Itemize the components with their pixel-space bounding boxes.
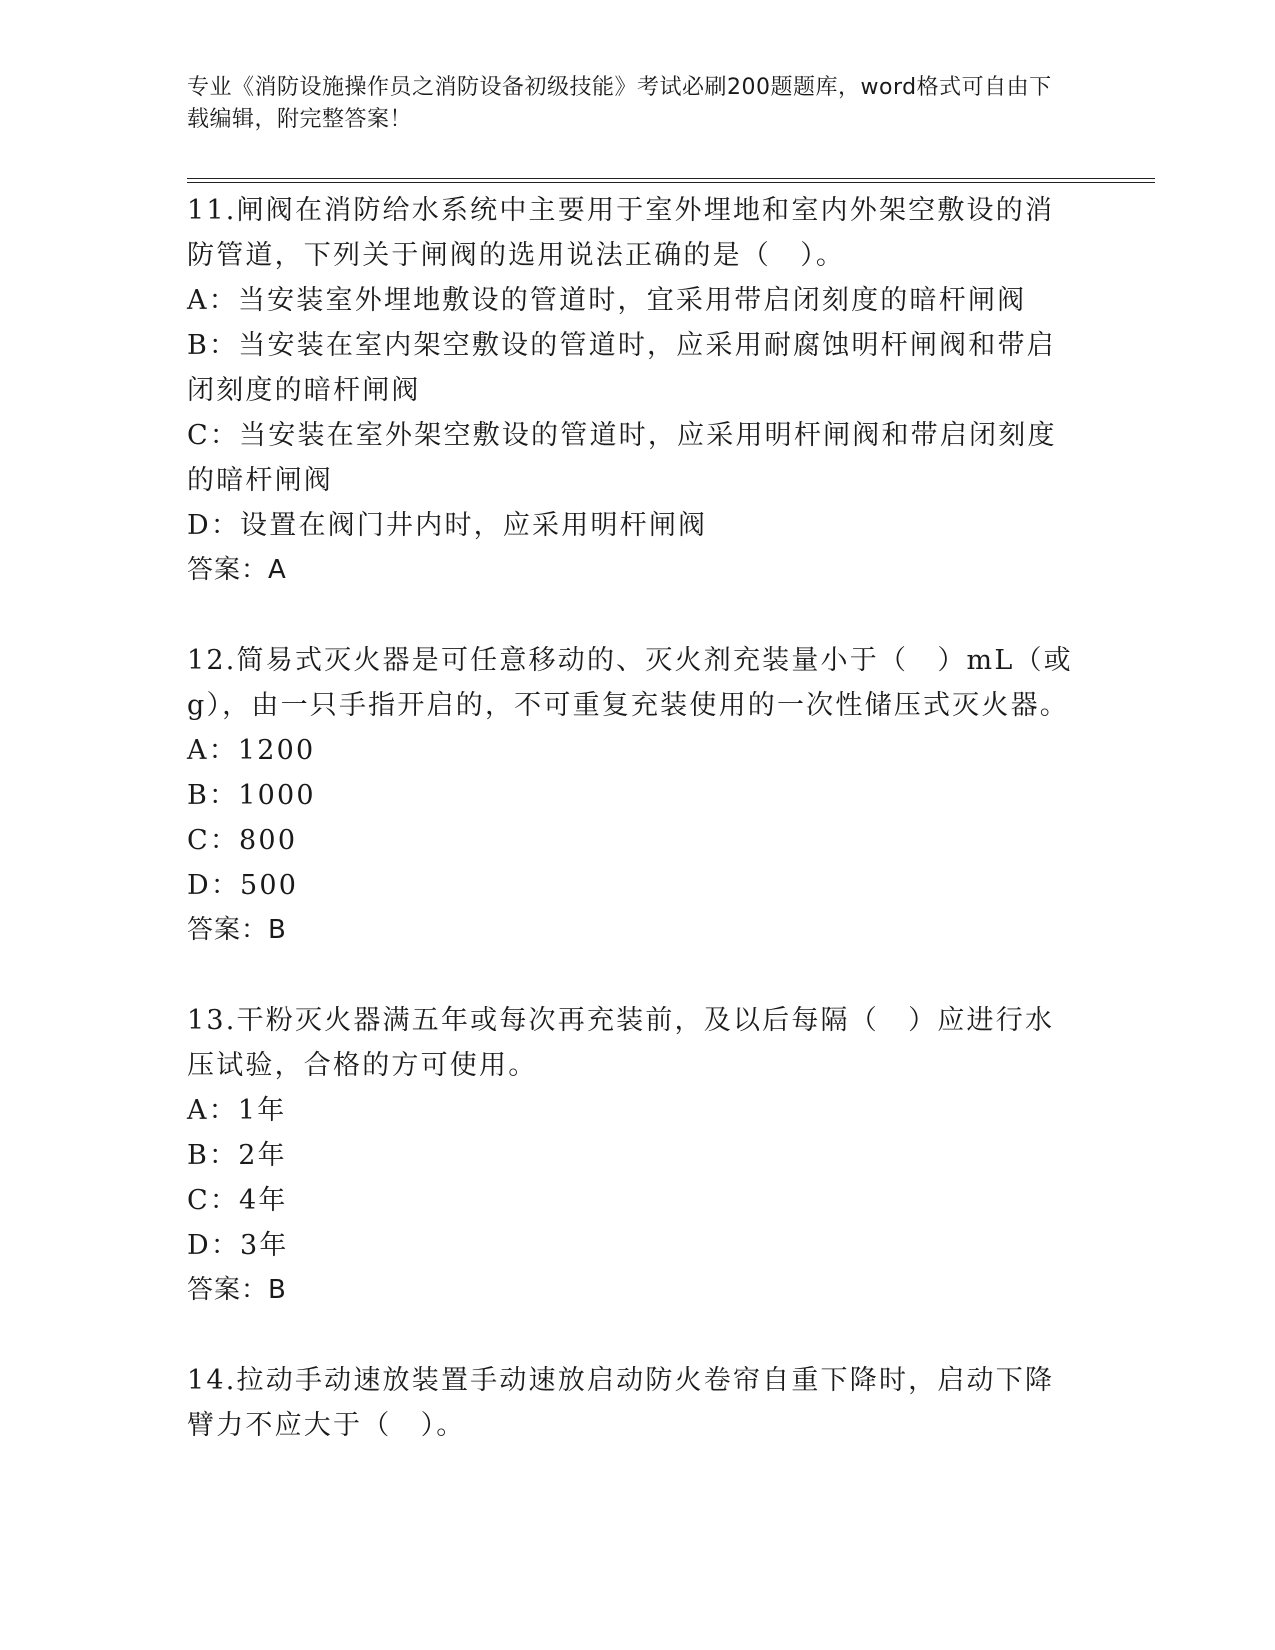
header-divider-bottom (187, 182, 1155, 183)
option-b: B：2年 (187, 1140, 287, 1171)
option-c: C：800 (187, 825, 298, 856)
question-text: 14.拉动手动速放装置手动速放启动防火卷帘自重下降时，启动下降臂力不应大于（ ）。 (187, 1365, 1055, 1441)
question-text: 12.简易式灭火器是可任意移动的、灭火剂充装量小于（ ）mL（或g），由一只手指开启的，不可重复充装使用的一次性储压式灭火器。 (187, 645, 1073, 721)
question-text: 13.干粉灭火器满五年或每次再充装前，及以后每隔（ ）应进行水压试验，合格的方可使用。 (187, 1005, 1055, 1081)
option-d: D：设置在阀门井内时，应采用明杆闸阀 (187, 510, 708, 541)
option-a: A：1200 (187, 735, 316, 766)
question-12 (187, 638, 1077, 953)
option-c: C：4年 (187, 1185, 288, 1216)
answer-line: 答案：B (187, 915, 287, 945)
question-text: 11.闸阀在消防给水系统中主要用于室外埋地和室内外架空敷设的消防管道，下列关于闸阀的选用说法正确的是（ ）。 (187, 195, 1055, 271)
header-divider-top (187, 178, 1155, 179)
option-c: C：当安装在室外架空敷设的管道时，应采用明杆闸阀和带启闭刻度的暗杆闸阀 (187, 420, 1057, 496)
question-list (187, 188, 1077, 1448)
answer-line: 答案：B (187, 1275, 287, 1305)
question-13 (187, 998, 1077, 1313)
option-b: B：1000 (187, 780, 316, 811)
answer-line: 答案：A (187, 555, 287, 585)
option-a: A：当安装室外埋地敷设的管道时，宜采用带启闭刻度的暗杆闸阀 (187, 285, 1027, 316)
option-d: D：500 (187, 870, 299, 901)
option-d: D：3年 (187, 1230, 289, 1261)
option-a: A：1年 (187, 1095, 287, 1126)
question-14 (187, 1358, 1077, 1448)
document-header: 专业《消防设施操作员之消防设备初级技能》考试必刷200题题库，word格式可自由下载编辑，附完整答案！ (187, 75, 1052, 132)
question-11 (187, 188, 1077, 593)
option-b: B：当安装在室内架空敷设的管道时，应采用耐腐蚀明杆闸阀和带启闭刻度的暗杆闸阀 (187, 330, 1056, 406)
